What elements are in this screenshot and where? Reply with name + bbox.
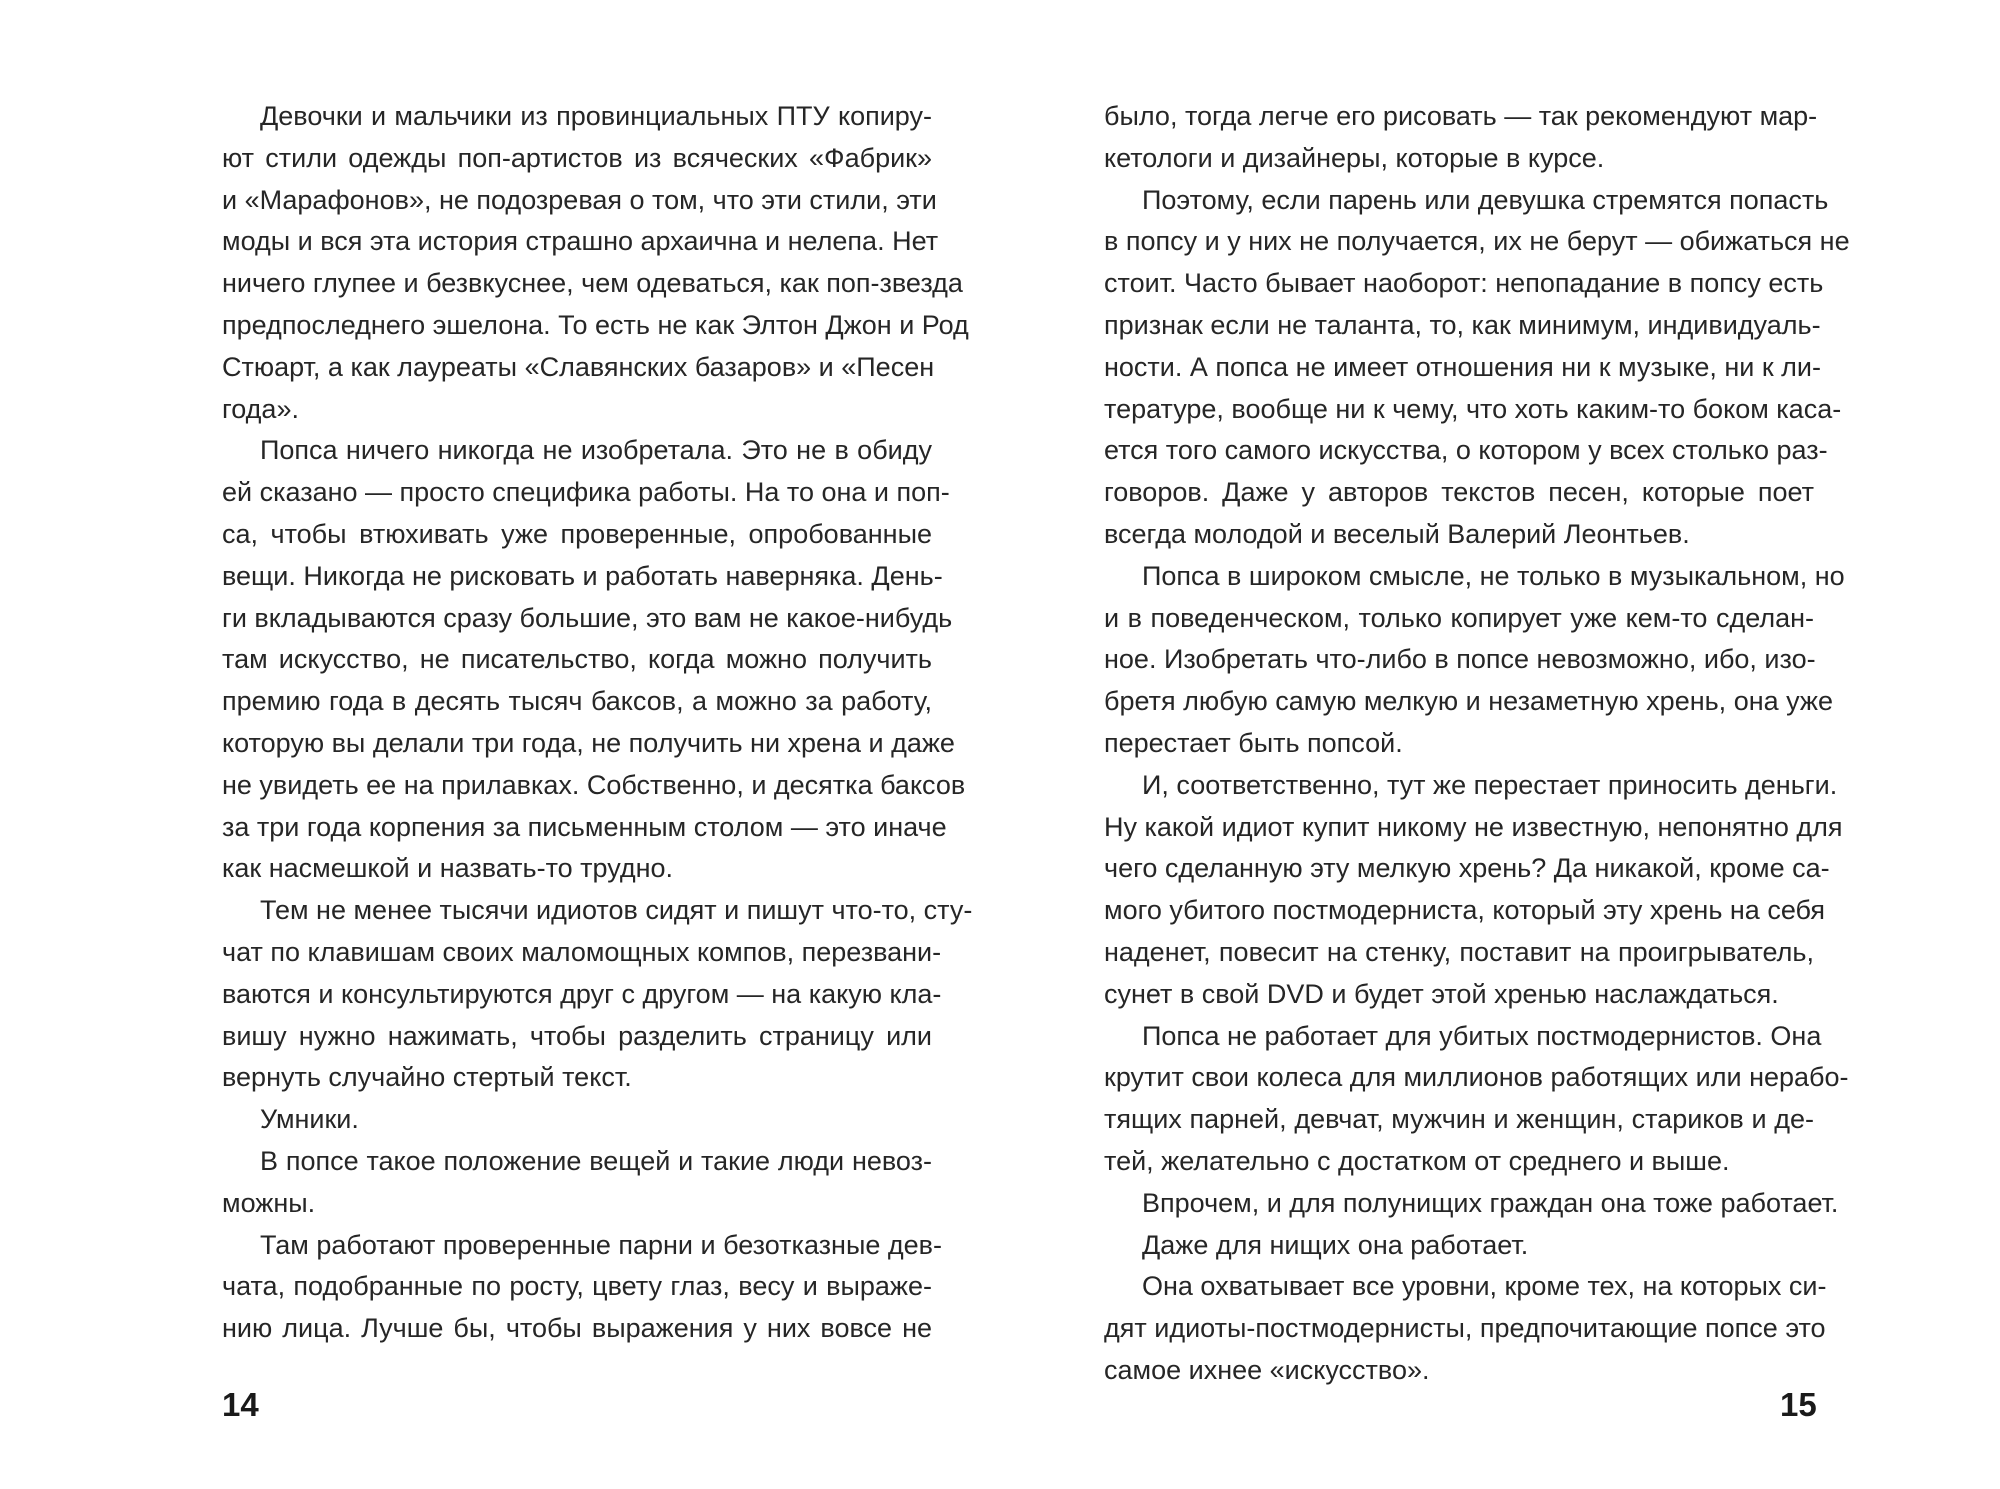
text-line: вишу нужно нажимать, чтобы разделить страницу или bbox=[222, 1020, 932, 1051]
text-line: Стюарт, а как лауреаты «Славянских базаров» и «Песен bbox=[222, 351, 935, 382]
text-line: бретя любую самую мелкую и незаметную хрень, она уже bbox=[1104, 686, 1834, 717]
text-line: ное. Изобретать что-либо в попсе невозможно, ибо, изо- bbox=[1104, 644, 1816, 675]
text-line: чата, подобранные по росту, цвету глаз, весу и выраже- bbox=[222, 1271, 932, 1302]
text-line: Впрочем, и для полунищих граждан она тоже работает. bbox=[1142, 1187, 1839, 1218]
text-line: вещи. Никогда не рисковать и работать наверняка. День- bbox=[222, 560, 943, 591]
text-line: признак если не таланта, то, как минимум, индивидуаль- bbox=[1104, 309, 1821, 340]
page-number-left: 14 bbox=[222, 1386, 259, 1423]
text-line: предпоследнего эшелона. То есть не как Элтон Джон и Род bbox=[222, 309, 969, 340]
text-line: которую вы делали три года, не получить ни хрена и даже bbox=[222, 727, 955, 758]
text-line: как насмешкой и назвать-то трудно. bbox=[222, 853, 674, 884]
page-number-right: 15 bbox=[1780, 1386, 1817, 1423]
text-line: года». bbox=[222, 393, 299, 424]
text-line: Даже для нищих она работает. bbox=[1142, 1229, 1529, 1260]
text-line: всегда молодой и веселый Валерий Леонтьев. bbox=[1104, 518, 1690, 549]
text-line: ги вкладываются сразу большие, это вам не какое-нибудь bbox=[222, 602, 953, 633]
text-line: дят идиоты-постмодернисты, предпочитающие попсе это bbox=[1104, 1313, 1826, 1344]
text-line: Попса ничего никогда не изобретала. Это не в обиду bbox=[260, 435, 932, 466]
text-line: тящих парней, девчат, мужчин и женщин, стариков и де- bbox=[1104, 1104, 1814, 1135]
text-line: перестает быть попсой. bbox=[1104, 727, 1403, 758]
text-line: крутит свои колеса для миллионов работящих или нерабо- bbox=[1104, 1062, 1849, 1093]
text-line: и «Марафонов», не подозревая о том, что эти стили, эти bbox=[222, 184, 937, 215]
text-line: за три года корпения за письменным столом — это иначе bbox=[222, 811, 947, 842]
text-line: моды и вся эта история страшно архаична и нелепа. Нет bbox=[222, 226, 939, 257]
text-line: Попса не работает для убитых постмодернистов. Она bbox=[1142, 1020, 1822, 1051]
right-page-text bbox=[1104, 96, 1850, 1392]
text-line: было, тогда легче его рисовать — так рекомендуют мар- bbox=[1104, 101, 1818, 131]
text-line: стоит. Часто бывает наоборот: непопадание в попсу есть bbox=[1104, 268, 1824, 299]
text-line: мого убитого постмодерниста, который эту хрень на себя bbox=[1104, 895, 1826, 926]
text-line: можны. bbox=[222, 1187, 316, 1218]
text-line: премию года в десять тысяч баксов, а можно за работу, bbox=[222, 686, 932, 717]
text-line: Девочки и мальчики из провинциальных ПТУ копиру- bbox=[260, 101, 932, 131]
text-line: ничего глупее и безвкуснее, чем одеваться, как поп-звезда bbox=[222, 268, 963, 299]
text-line: кетологи и дизайнеры, которые в курсе. bbox=[1104, 142, 1605, 173]
text-line: В попсе такое положение вещей и такие люди невоз- bbox=[260, 1145, 932, 1176]
text-line: ют стили одежды поп-артистов из всяческих «Фабрик» bbox=[222, 142, 932, 173]
text-line: тературе, вообще ни к чему, что хоть каким-то боком каса- bbox=[1104, 393, 1842, 424]
text-line: вернуть случайно стертый текст. bbox=[222, 1062, 632, 1093]
text-line: Тем не менее тысячи идиотов сидят и пишут что-то, сту- bbox=[260, 895, 973, 926]
text-line: сунет в свой DVD и будет этой хренью наслаждаться. bbox=[1104, 978, 1779, 1009]
text-line: чего сделанную эту мелкую хрень? Да никакой, кроме са- bbox=[1104, 853, 1830, 884]
text-line: И, соответственно, тут же перестает приносить деньги. bbox=[1142, 769, 1838, 800]
text-line: Попса в широком смысле, не только в музыкальном, но bbox=[1142, 560, 1845, 591]
text-line: Ну какой идиот купит никому не известную, непонятно для bbox=[1104, 811, 1843, 842]
text-line: тей, желательно с достатком от среднего и выше. bbox=[1104, 1145, 1730, 1176]
text-line: нию лица. Лучше бы, чтобы выражения у них вовсе не bbox=[222, 1313, 932, 1344]
text-line: Умники. bbox=[260, 1104, 359, 1135]
text-line: наденет, повесит на стенку, поставит на проигрыватель, bbox=[1104, 936, 1814, 967]
text-line: не увидеть ее на прилавках. Собственно, и десятка баксов bbox=[222, 769, 966, 800]
text-line: чат по клавишам своих маломощных компов, перезвани- bbox=[222, 936, 942, 967]
text-line: там искусство, не писательство, когда можно получить bbox=[222, 644, 932, 675]
text-line: самое ихнее «искусство». bbox=[1104, 1354, 1430, 1385]
text-line: говоров. Даже у авторов текстов песен, которые поет bbox=[1104, 477, 1814, 508]
text-line: Она охватывает все уровни, кроме тех, на которых си- bbox=[1142, 1271, 1827, 1302]
text-line: ется того самого искусства, о котором у всех столько раз- bbox=[1104, 435, 1828, 466]
text-line: са, чтобы втюхивать уже проверенные, опробованные bbox=[222, 518, 932, 549]
text-line: ности. А попса не имеет отношения ни к музыке, ни к ли- bbox=[1104, 351, 1821, 382]
text-line: Там работают проверенные парни и безотказные дев- bbox=[260, 1229, 942, 1260]
text-line: ваются и консультируются друг с другом — на какую кла- bbox=[222, 978, 942, 1009]
text-line: Поэтому, если парень или девушка стремятся попасть bbox=[1142, 184, 1829, 215]
text-line: в попсу и у них не получается, их не берут — обижаться не bbox=[1104, 226, 1850, 257]
text-line: ей сказано — просто специфика работы. На то она и поп- bbox=[222, 477, 950, 508]
left-page-text bbox=[222, 96, 973, 1350]
text-line: и в поведенческом, только копирует уже кем-то сделан- bbox=[1104, 602, 1814, 633]
